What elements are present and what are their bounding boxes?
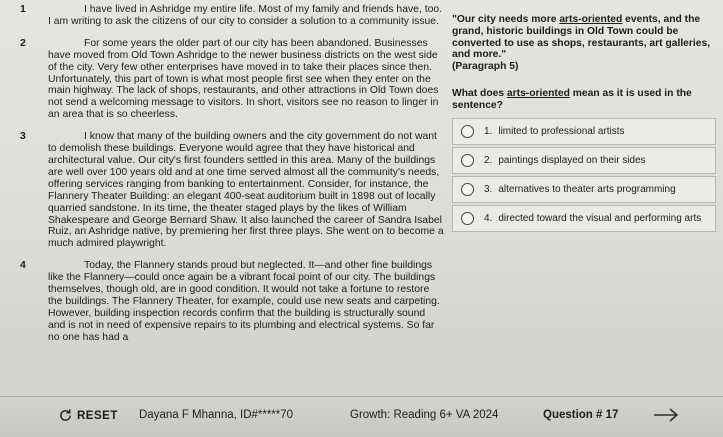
reset-label: RESET bbox=[77, 409, 118, 422]
paragraph-text: I have lived in Ashridge my entire life. Most of my family and friends have, too. I am writing to ask the citizens of our city to consider a solution to a community issue. bbox=[48, 4, 443, 27]
underlined-term: arts-oriented bbox=[506, 87, 570, 99]
reset-button[interactable] bbox=[58, 408, 118, 423]
option-text: limited to professional artists bbox=[498, 126, 625, 137]
radio-button[interactable] bbox=[461, 125, 474, 138]
paragraph-text: For some years the older part of our city has been abandoned. Businesses have moved from Old Town Ashridge to the newer business districts on the west side of the city. Very few other enterprises have moved in to take their places since then. Unfortunately, this part of town is what most people first see when they enter on the main highway. The lack of shops, restaurants, and other attractions in Old Town does not send a welcoming message to visitors. In short, visitors see no reason to linger in an area that is so cheerless. bbox=[48, 37, 439, 121]
underlined-term: arts-oriented bbox=[559, 14, 623, 25]
paragraph-1 bbox=[20, 4, 444, 28]
paragraph-number: 4 bbox=[20, 260, 26, 272]
question-number: Question # 17 bbox=[543, 409, 619, 421]
paragraph-text: Today, the Flannery stands proud but neglected. It—and other fine buildings like the Flannery—could once again be a vibrant focal point of our city. The buildings themselves, though old, are in good condition. It would not take a fortune to restore the buildings. The Flannery Theater, for example, could use new seats and carpeting. However, building inspection records confirm that the building is structurally sound and is not in need of expensive repairs to its plumbing and electrical systems. So far no one has had a bbox=[48, 260, 440, 343]
radio-button[interactable] bbox=[461, 212, 474, 225]
answer-option-2[interactable]: 2. paintings displayed on their sides bbox=[452, 147, 716, 174]
answer-option-1[interactable]: 1. limited to professional artists bbox=[452, 118, 716, 145]
option-text: paintings displayed on their sides bbox=[498, 155, 646, 166]
paragraph-text: I know that many of the building owners and the city government do not want to demolish these buildings. Everyone would agree that they have historical and architectural value. Our city's first founders settled in this area. Many of the buildings are well over 100 years old and at one time served almost all the community's needs, offering services ranging from banking to entertainment. Consider, for instance, the Flannery Theater Building: an elegant 400-seat auditorium built in 1898 out of locally quarried sandstone. In its time, the theater staged plays by the likes of William Shakespeare and George Bernard Shaw. It also launched the career of Sandra Isabel Ruiz, an Ashridge native, by premiering her first three plays. She went on to become a much admired playwright. bbox=[48, 131, 444, 250]
test-name: Growth: Reading 6+ VA 2024 bbox=[350, 409, 499, 421]
paragraph-reference: (Paragraph 5) bbox=[452, 61, 519, 73]
paragraph-4 bbox=[20, 260, 444, 343]
paragraph-number: 2 bbox=[20, 37, 26, 49]
quoted-sentence: "Our city needs more arts-oriented events, and the grand, historic buildings in Old Town could be converted to use as shops, restaurants, art galleries, and more." (Paragraph 5) bbox=[452, 14, 711, 73]
answer-options bbox=[452, 118, 716, 234]
footer-bar bbox=[0, 396, 723, 437]
option-text: directed toward the visual and performing arts bbox=[498, 213, 702, 224]
paragraph-2 bbox=[20, 37, 444, 121]
question-prompt: What does arts-oriented mean as it is used in the sentence? bbox=[452, 87, 692, 111]
paragraph-number: 3 bbox=[20, 131, 26, 143]
radio-button[interactable] bbox=[461, 154, 474, 167]
option-text: alternatives to theater arts programming bbox=[498, 184, 676, 195]
refresh-icon bbox=[58, 408, 73, 423]
student-name: Dayana F Mhanna, ID#*****70 bbox=[139, 409, 294, 421]
reading-passage bbox=[20, 4, 444, 396]
paragraph-number: 1 bbox=[20, 4, 26, 15]
arrow-right-icon bbox=[651, 403, 681, 427]
answer-option-3[interactable]: 3. alternatives to theater arts programming bbox=[452, 176, 716, 203]
next-button[interactable] bbox=[651, 403, 681, 427]
paragraph-3 bbox=[20, 131, 444, 250]
radio-button[interactable] bbox=[461, 183, 474, 196]
answer-option-4[interactable]: 4. directed toward the visual and performing arts bbox=[452, 205, 716, 232]
question-pane bbox=[452, 14, 720, 112]
